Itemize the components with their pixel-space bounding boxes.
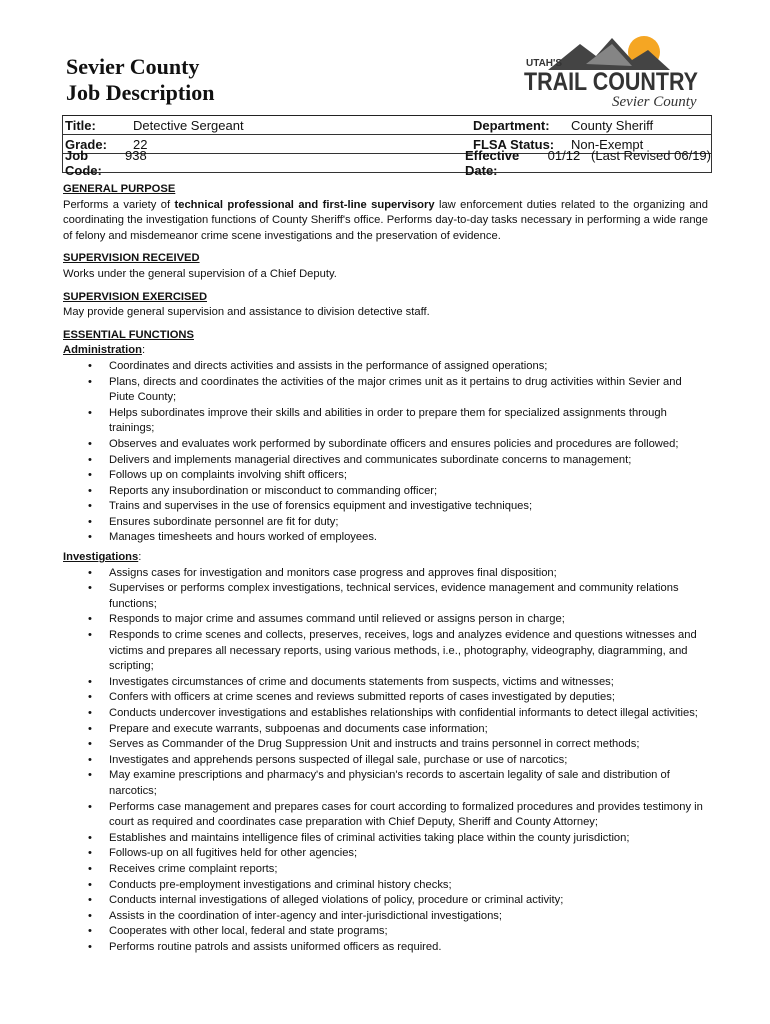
bullet-icon: •	[88, 862, 92, 875]
logo-graphic	[520, 30, 710, 112]
list-item-text: Investigates circumstances of crime and documents statements from suspects, victims and witnesses;	[109, 675, 614, 688]
list-item	[63, 530, 708, 546]
list-item-text: Prepare and execute warrants, subpoenas and documents case information;	[109, 722, 488, 735]
investigations-subheading	[63, 550, 708, 566]
title-value: Detective Sergeant	[133, 117, 244, 133]
list-item	[63, 690, 708, 706]
bullet-icon: •	[88, 722, 92, 735]
list-item	[63, 566, 708, 582]
supervision-received-heading: SUPERVISION RECEIVED	[63, 252, 200, 265]
effective-date-value: 01/12 (Last Revised 06/19)	[547, 148, 711, 163]
bullet-icon: •	[88, 613, 92, 626]
logo-main-text: TRAIL COUNTRY	[524, 68, 699, 96]
bullet-icon: •	[88, 769, 92, 782]
bullet-icon: •	[88, 831, 92, 844]
list-item	[63, 675, 708, 691]
info-row-job-code	[63, 148, 711, 178]
list-item-text: Supervises or performs complex investigations, technical services, evidence management and community relations functions;	[109, 582, 679, 610]
list-item-text: Follows up on complaints involving shift officers;	[109, 469, 347, 482]
list-item-text: Conducts internal investigations of alleged violations of policy, procedure or criminal activity;	[109, 894, 564, 907]
bullet-icon: •	[88, 515, 92, 528]
bullet-icon: •	[88, 847, 92, 860]
list-item-text: Conducts undercover investigations and establishes relationships with confidential informants to detect illegal activities;	[109, 707, 698, 719]
list-item-text: Assists in the coordination of inter-agency and inter-jurisdictional investigations;	[109, 909, 503, 922]
administration-subheading	[63, 343, 708, 359]
investigations-colon: :	[138, 551, 142, 564]
list-item	[63, 499, 708, 515]
trail-country-logo	[520, 30, 710, 112]
logo-script-text: Sevier County	[612, 94, 697, 110]
list-item	[63, 722, 708, 738]
bullet-icon: •	[88, 406, 92, 419]
list-item	[63, 831, 708, 847]
list-item	[63, 437, 708, 453]
list-item	[63, 846, 708, 862]
list-item-text: Establishes and maintains intelligence files of criminal activities taking place within the county jurisdiction;	[109, 831, 630, 844]
list-item	[63, 768, 708, 799]
list-item-text: Conducts pre-employment investigations and criminal history checks;	[109, 878, 452, 891]
bullet-icon: •	[88, 629, 92, 642]
bullet-icon: •	[88, 800, 92, 813]
flsa-label: FLSA Status:	[473, 136, 555, 152]
bullet-icon: •	[88, 566, 92, 579]
general-purpose-text-start: Performs a variety of	[63, 198, 175, 211]
bullet-icon: •	[88, 375, 92, 388]
list-item	[63, 581, 708, 612]
supervision-received-text: Works under the general supervision of a Chief Deputy.	[63, 267, 337, 280]
investigations-heading: Investigations	[63, 551, 139, 564]
list-item	[63, 909, 708, 925]
info-row-title	[63, 116, 711, 134]
administration-colon: :	[141, 344, 146, 357]
investigations-list	[63, 566, 708, 956]
bullet-icon: •	[88, 582, 92, 595]
list-item-text: Manages timesheets and hours worked of employees.	[109, 531, 378, 544]
bullet-icon: •	[88, 909, 92, 922]
flsa-value: Non-Exempt	[571, 136, 644, 152]
bullet-icon: •	[88, 500, 92, 513]
list-item-text: Cooperates with other local, federal and state programs;	[109, 925, 388, 938]
list-item	[63, 628, 708, 675]
list-item-text: Investigates and apprehends persons suspected of illegal sale, purchase or use of narcotics;	[109, 753, 568, 766]
list-item-text: Responds to crime scenes and collects, preserves, receives, logs and analyzes evidence and questions witnesses and victims and prepares all necessary reports, using various methods, i.e., photography, videography, diagramming, and scripting;	[109, 629, 697, 673]
bullet-icon: •	[88, 753, 92, 766]
bullet-icon: •	[88, 925, 92, 938]
list-item	[63, 406, 708, 437]
bullet-icon: •	[88, 691, 92, 704]
department-label: Department:	[473, 117, 550, 133]
job-code-label: Job Code:	[65, 148, 102, 178]
bullet-icon: •	[88, 469, 92, 482]
list-item-text: Trains and supervises in the use of forensics equipment and investigative techniques;	[109, 500, 533, 513]
list-item	[63, 753, 708, 769]
bullet-icon: •	[88, 707, 92, 719]
list-item	[63, 359, 708, 375]
job-code-value: 938	[125, 148, 147, 163]
list-item	[63, 612, 708, 628]
list-item-text: Observes and evaluates work performed by subordinate officers and ensures policies and procedures are followed;	[109, 437, 679, 450]
job-info-table	[62, 115, 712, 178]
list-item	[63, 940, 708, 956]
bullet-icon: •	[88, 878, 92, 891]
administration-list	[63, 359, 708, 546]
essential-functions-heading: ESSENTIAL FUNCTIONS	[63, 328, 194, 341]
bullet-icon: •	[88, 675, 92, 688]
list-item	[63, 453, 708, 469]
list-item-text: Delivers and implements managerial directives and communicates subordinate concerns to management;	[109, 453, 632, 466]
list-item	[63, 800, 708, 831]
general-purpose-text	[63, 198, 708, 245]
bullet-icon: •	[88, 453, 92, 466]
administration-heading: Administration	[63, 344, 142, 357]
general-purpose-text-end: law enforcement duties related to the organizing and coordinating the investigation functions of County Sheriff's office. Performs day-to-day tasks necessary in performing a wide range of felony and misdemeanor crime scene investigations and the preservation of evidence.	[63, 198, 708, 242]
title-line-job-description: Job Description	[66, 80, 215, 105]
logo-top-text: UTAH'S	[526, 58, 563, 69]
bullet-icon: •	[88, 359, 92, 372]
effective-date-label: Effective Date:	[465, 148, 520, 178]
general-purpose-heading: GENERAL PURPOSE	[63, 183, 176, 195]
title-label: Title:	[65, 117, 96, 133]
bullet-icon: •	[88, 437, 92, 450]
list-item-text: Confers with officers at crime scenes and reviews submitted reports of cases investigated by deputies;	[109, 691, 615, 704]
grade-label: Grade:	[65, 136, 107, 152]
list-item	[63, 375, 708, 406]
list-item	[63, 468, 708, 484]
bullet-icon: •	[88, 894, 92, 907]
bullet-icon: •	[88, 531, 92, 544]
list-item	[63, 893, 708, 909]
list-item-text: Coordinates and directs activities and assists in the performance of assigned operations;	[109, 359, 548, 372]
department-value: County Sheriff	[571, 117, 654, 133]
document-body	[63, 182, 708, 956]
list-item-text: Plans, directs and coordinates the activities of the major crimes unit as it pertains to drug activities within Sevier and Piute County;	[109, 375, 682, 404]
list-item-text: Follows-up on all fugitives held for other agencies;	[109, 847, 358, 860]
grade-value: 22	[133, 136, 148, 152]
document-title	[66, 54, 215, 106]
bullet-icon: •	[88, 940, 92, 953]
bullet-icon: •	[88, 484, 92, 497]
list-item-text: May examine prescriptions and pharmacy's and physician's records to ascertain legality of sale and distribution of narcotics;	[109, 769, 670, 797]
list-item	[63, 878, 708, 894]
supervision-exercised-heading: SUPERVISION EXERCISED	[63, 290, 208, 303]
list-item	[63, 862, 708, 878]
list-item-text: Performs case management and prepares cases for court according to formalized procedures and provides testimony in court as required and coordinates case preparation with Chief Deputy, Sheriff and County Attorney;	[109, 800, 703, 829]
list-item-text: Serves as Commander of the Drug Suppression Unit and instructs and trains personnel in correct methods;	[109, 738, 640, 751]
list-item	[63, 484, 708, 500]
bullet-icon: •	[88, 738, 92, 751]
list-item-text: Assigns cases for investigation and monitors case progress and approves final disposition;	[109, 566, 557, 579]
list-item	[63, 515, 708, 531]
list-item-text: Helps subordinates improve their skills and abilities in order to prepare them for specialized assignments through trainings;	[109, 406, 667, 435]
list-item	[63, 737, 708, 753]
supervision-exercised-text: May provide general supervision and assistance to division detective staff.	[63, 306, 430, 319]
list-item	[63, 706, 708, 722]
list-item-text: Ensures subordinate personnel are fit for duty;	[109, 515, 339, 528]
list-item-text: Responds to major crime and assumes command until relieved or assigns person in charge;	[109, 613, 565, 626]
list-item-text: Performs routine patrols and assists uniformed officers as required.	[109, 940, 442, 953]
general-purpose-text-bold: technical professional and first-line supervisory	[174, 198, 435, 211]
list-item	[63, 924, 708, 940]
title-line-county: Sevier County	[66, 54, 200, 79]
list-item-text: Receives crime complaint reports;	[109, 862, 278, 875]
list-item-text: Reports any insubordination or misconduct to commanding officer;	[109, 484, 438, 497]
